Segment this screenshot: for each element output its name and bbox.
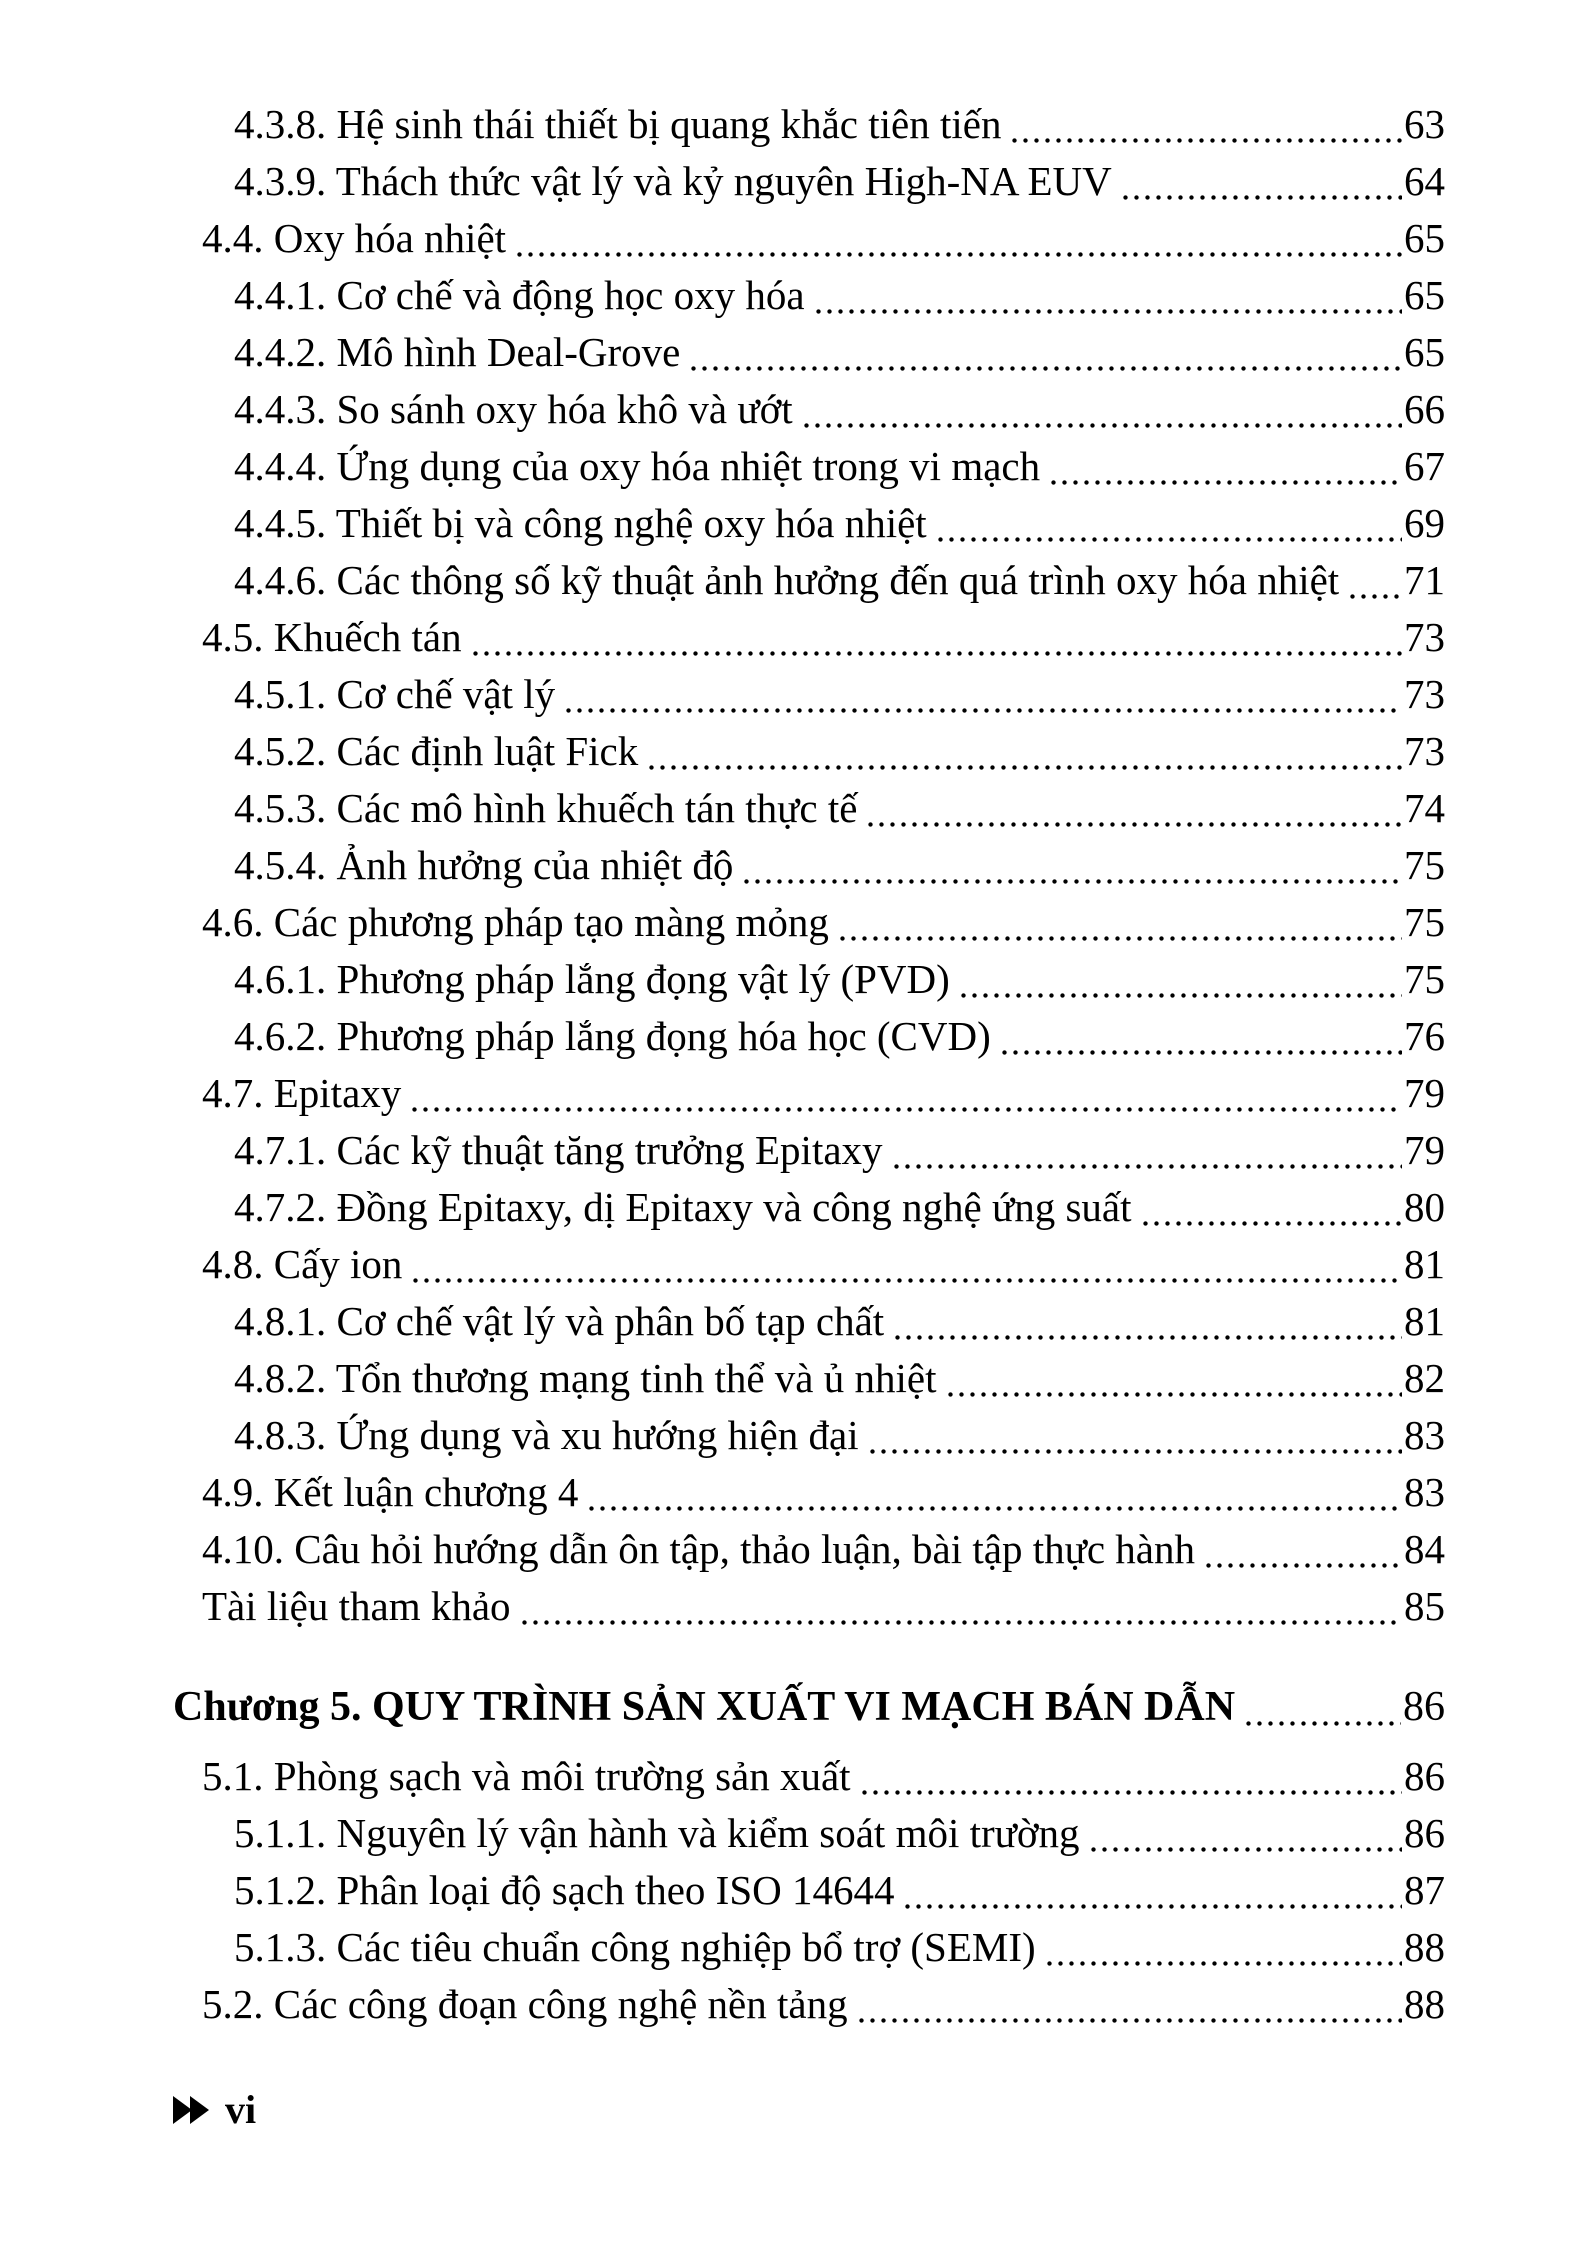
toc-entry-label: 4.4.1. Cơ chế và động học oxy hóa: [234, 272, 805, 318]
toc-entry-label: 5.1.2. Phân loại độ sạch theo ISO 14644: [234, 1867, 895, 1913]
page-footer: [173, 2086, 256, 2133]
dot-leader: [892, 1335, 1402, 1340]
toc-entry-page-number: 82: [1404, 1355, 1445, 1401]
toc-entry-label: 4.4.2. Mô hình Deal-Grove: [234, 329, 681, 375]
toc-entry-label: 5.2. Các công đoạn công nghệ nền tảng: [202, 1981, 848, 2027]
toc-entry-page-number: 83: [1404, 1412, 1445, 1458]
toc-entry-page-number: 86: [1404, 1810, 1445, 1856]
dot-leader: [1243, 1721, 1401, 1726]
toc-entry-label: 4.8.1. Cơ chế vật lý và phân bố tạp chất: [234, 1298, 885, 1344]
toc-entry[interactable]: [173, 1919, 1445, 1976]
dot-leader: [1347, 594, 1402, 599]
dot-leader: [856, 2018, 1402, 2023]
dot-leader: [1203, 1563, 1402, 1568]
toc-entry-page-number: 74: [1404, 785, 1445, 831]
dot-leader: [801, 423, 1402, 428]
toc-entry-label: 4.5.3. Các mô hình khuếch tán thực tế: [234, 785, 858, 831]
toc-entry-page-number: 80: [1404, 1184, 1445, 1230]
toc-entry[interactable]: [173, 1862, 1445, 1919]
toc-entry[interactable]: [173, 1065, 1445, 1122]
toc-entry-page-number: 65: [1404, 272, 1445, 318]
toc-entry-label: 4.7.1. Các kỹ thuật tăng trưởng Epitaxy: [234, 1127, 883, 1173]
toc-entry-page-number: 85: [1404, 1583, 1445, 1629]
dot-leader: [514, 252, 1402, 257]
dot-leader: [1009, 138, 1402, 143]
toc-entry[interactable]: [173, 1748, 1445, 1805]
toc-entry-label: 4.4.4. Ứng dụng của oxy hóa nhiệt trong vi mạch: [234, 443, 1041, 489]
dot-leader: [1048, 480, 1402, 485]
toc-entry-page-number: 76: [1404, 1013, 1445, 1059]
toc-entry-label: 5.1. Phòng sạch và môi trường sản xuất: [202, 1753, 851, 1799]
dot-leader: [1044, 1961, 1402, 1966]
toc-entry-page-number: 84: [1404, 1526, 1445, 1572]
toc-entry[interactable]: [173, 381, 1445, 438]
toc-entry-label: 4.6.1. Phương pháp lắng đọng vật lý (PVD): [234, 956, 950, 1002]
toc-entry-label: 4.8. Cấy ion: [202, 1241, 403, 1287]
toc-entry-page-number: 66: [1404, 386, 1445, 432]
dot-leader: [902, 1904, 1402, 1909]
toc-entry-label: 4.5.4. Ảnh hưởng của nhiệt độ: [234, 842, 734, 888]
toc-list: [173, 96, 1445, 2033]
toc-entry-page-number: 88: [1404, 1981, 1445, 2027]
toc-entry-page-number: 69: [1404, 500, 1445, 546]
toc-entry-label: 4.4.5. Thiết bị và công nghệ oxy hóa nhiệt: [234, 500, 927, 546]
toc-entry[interactable]: [173, 552, 1445, 609]
dot-leader: [813, 309, 1402, 314]
toc-entry-page-number: 79: [1404, 1127, 1445, 1173]
toc-entry-page-number: 65: [1404, 329, 1445, 375]
toc-entry[interactable]: [173, 1293, 1445, 1350]
toc-entry[interactable]: [173, 1521, 1445, 1578]
toc-entry-label: 4.6. Các phương pháp tạo màng mỏng: [202, 899, 829, 945]
toc-entry-label: 4.10. Câu hỏi hướng dẫn ôn tập, thảo luận, bài tập thực hành: [202, 1526, 1195, 1572]
right-triangle-icon: [190, 2096, 209, 2124]
toc-entry-page-number: 88: [1404, 1924, 1445, 1970]
dot-leader: [741, 879, 1402, 884]
toc-entry[interactable]: [173, 1008, 1445, 1065]
dot-leader: [945, 1392, 1403, 1397]
dot-leader: [859, 1790, 1402, 1795]
dot-leader: [867, 1449, 1402, 1454]
toc-entry[interactable]: [173, 1976, 1445, 2033]
toc-entry[interactable]: [173, 267, 1445, 324]
double-right-triangles-icon: [173, 2096, 209, 2124]
dot-leader: [935, 537, 1402, 542]
toc-chapter-entry[interactable]: [173, 1679, 1445, 1736]
toc-entry[interactable]: [173, 837, 1445, 894]
dot-leader: [958, 993, 1402, 998]
toc-entry-page-number: 64: [1404, 158, 1445, 204]
toc-entry-label: 5.1.3. Các tiêu chuẩn công nghiệp bổ trợ (SEMI): [234, 1924, 1036, 1970]
toc-entry[interactable]: [173, 438, 1445, 495]
dot-leader: [865, 822, 1402, 827]
toc-entry[interactable]: [173, 1179, 1445, 1236]
toc-entry-label: Tài liệu tham khảo: [202, 1583, 511, 1629]
toc-entry[interactable]: [173, 609, 1445, 666]
toc-entry-label: 4.9. Kết luận chương 4: [202, 1469, 579, 1515]
toc-entry[interactable]: [173, 153, 1445, 210]
toc-entry[interactable]: [173, 1350, 1445, 1407]
toc-entry[interactable]: [173, 1122, 1445, 1179]
dot-leader: [646, 765, 1402, 770]
toc-entry-page-number: 65: [1404, 215, 1445, 261]
toc-entry-page-number: 79: [1404, 1070, 1445, 1116]
toc-entry-label: 4.3.8. Hệ sinh thái thiết bị quang khắc tiên tiến: [234, 101, 1002, 147]
toc-entry-label: 4.5.1. Cơ chế vật lý: [234, 671, 556, 717]
toc-entry-label: 4.3.9. Thách thức vật lý và kỷ nguyên High-NA EUV: [234, 158, 1112, 204]
toc-entry-page-number: 75: [1404, 842, 1445, 888]
toc-entry-label: Chương 5. QUY TRÌNH SẢN XUẤT VI MẠCH BÁN DẪN: [173, 1684, 1236, 1730]
toc-entry-page-number: 73: [1404, 614, 1445, 660]
dot-leader: [409, 1107, 1402, 1112]
toc-entry-label: 4.8.2. Tổn thương mạng tinh thể và ủ nhiệt: [234, 1355, 937, 1401]
dot-leader: [1120, 195, 1402, 200]
toc-entry-page-number: 63: [1404, 101, 1445, 147]
dot-leader: [470, 651, 1402, 656]
toc-entry[interactable]: [173, 495, 1445, 552]
toc-entry-page-number: 71: [1404, 557, 1445, 603]
toc-entry[interactable]: [173, 1407, 1445, 1464]
dot-leader: [410, 1278, 1402, 1283]
toc-entry-page-number: 81: [1404, 1298, 1445, 1344]
toc-entry-page-number: 83: [1404, 1469, 1445, 1515]
toc-entry-page-number: 86: [1404, 1753, 1445, 1799]
toc-entry-page-number: 73: [1404, 728, 1445, 774]
toc-entry-label: 4.7. Epitaxy: [202, 1070, 402, 1116]
toc-entry-label: 4.4.3. So sánh oxy hóa khô và ướt: [234, 386, 793, 432]
toc-entry[interactable]: [173, 1464, 1445, 1521]
toc-entry[interactable]: [173, 1578, 1445, 1635]
toc-entry[interactable]: [173, 666, 1445, 723]
toc-entry[interactable]: [173, 1236, 1445, 1293]
toc-entry[interactable]: [173, 723, 1445, 780]
toc-entry-label: 4.4.6. Các thông số kỹ thuật ảnh hưởng đến quá trình oxy hóa nhiệt: [234, 557, 1340, 603]
toc-entry[interactable]: [173, 951, 1445, 1008]
dot-leader: [519, 1620, 1402, 1625]
toc-entry-page-number: 87: [1404, 1867, 1445, 1913]
toc-entry-page-number: 75: [1404, 956, 1445, 1002]
dot-leader: [891, 1164, 1402, 1169]
toc-entry-label: 4.6.2. Phương pháp lắng đọng hóa học (CVD): [234, 1013, 991, 1059]
toc-entry-page-number: 73: [1404, 671, 1445, 717]
toc-entry-label: 4.8.3. Ứng dụng và xu hướng hiện đại: [234, 1412, 859, 1458]
toc-entry-page-number: 67: [1404, 443, 1445, 489]
toc-entry-page-number: 75: [1404, 899, 1445, 945]
dot-leader: [999, 1050, 1402, 1055]
dot-leader: [563, 708, 1402, 713]
dot-leader: [586, 1506, 1402, 1511]
dot-leader: [688, 366, 1402, 371]
toc-entry-label: 4.7.2. Đồng Epitaxy, dị Epitaxy và công nghệ ứng suất: [234, 1184, 1132, 1230]
toc-entry-page-number: 81: [1404, 1241, 1445, 1287]
toc-entry[interactable]: [173, 210, 1445, 267]
toc-entry[interactable]: [173, 324, 1445, 381]
footer-page-label: vi: [225, 2087, 257, 2132]
toc-entry-page-number: 86: [1403, 1684, 1445, 1730]
toc-entry-label: 4.4. Oxy hóa nhiệt: [202, 215, 507, 261]
toc-entry-label: 4.5. Khuếch tán: [202, 614, 462, 660]
dot-leader: [837, 936, 1402, 941]
toc-entry[interactable]: [173, 96, 1445, 153]
dot-leader: [1140, 1221, 1403, 1226]
toc-entry[interactable]: [173, 780, 1445, 837]
toc-entry-label: 4.5.2. Các định luật Fick: [234, 728, 639, 774]
toc-entry[interactable]: [173, 1805, 1445, 1862]
toc-entry[interactable]: [173, 894, 1445, 951]
dot-leader: [1088, 1847, 1402, 1852]
toc-entry-label: 5.1.1. Nguyên lý vận hành và kiểm soát môi trường: [234, 1810, 1080, 1856]
